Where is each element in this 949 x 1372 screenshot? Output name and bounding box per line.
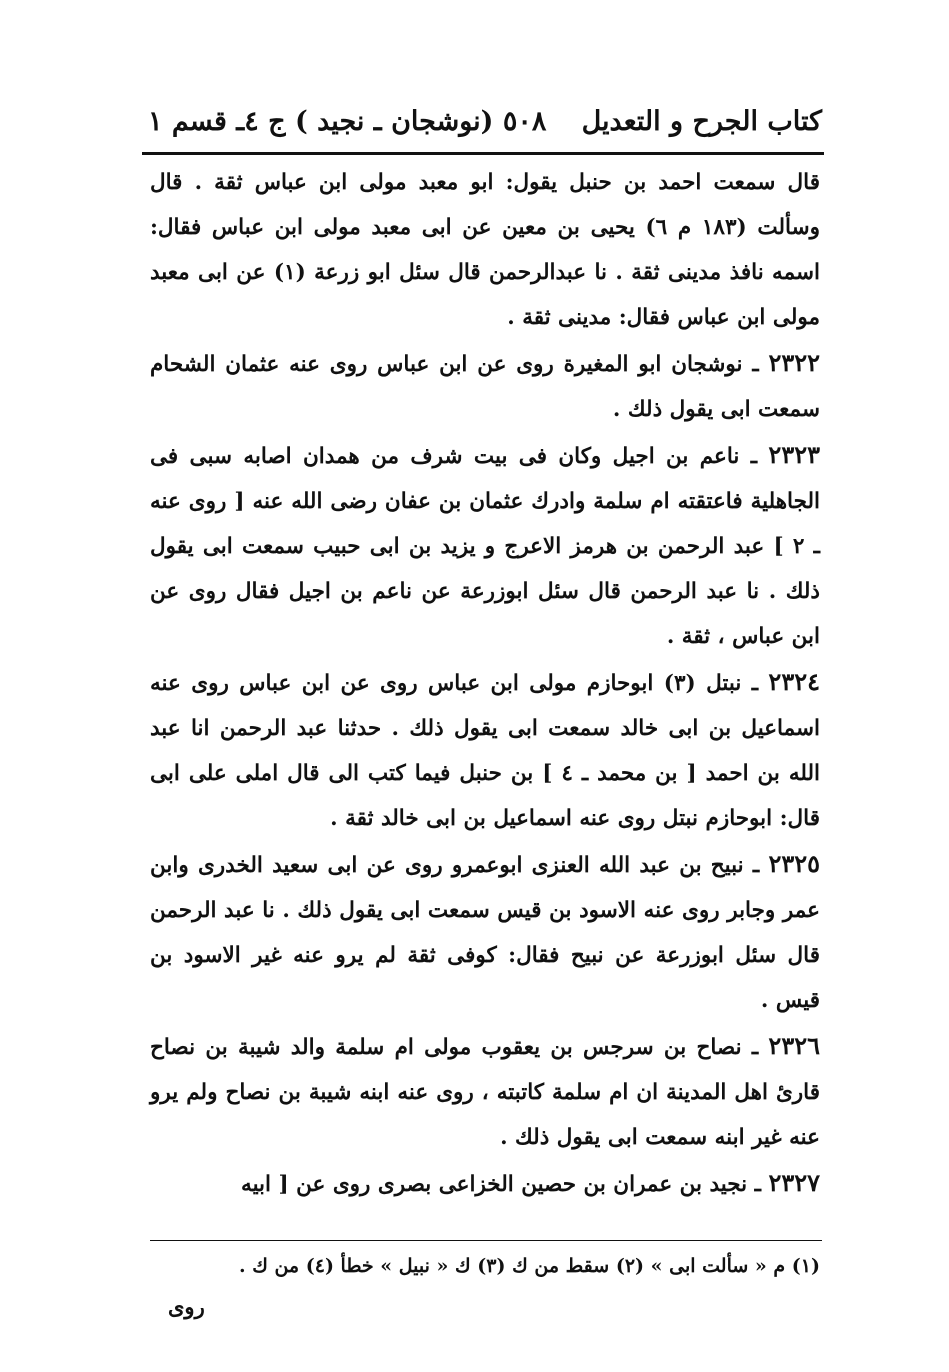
catchword: روى: [168, 1294, 205, 1319]
entry-2324: [150, 659, 820, 841]
entry-number: ٢٣٢٥: [768, 849, 820, 878]
entry-2327: [150, 1160, 820, 1207]
entry-2323: [150, 432, 820, 659]
entry-number: ٢٣٢٦: [768, 1031, 820, 1060]
footnotes: (١) م « سألت ابى » (٢) سقط من ك (٣) ك « نبيل » خطأ (٤) من ك .: [238, 1255, 820, 1277]
entry-number: ٢٣٢٤: [768, 667, 820, 696]
entry-text: ـ نبيح بن عبد الله العنزى ابوعمرو روى عن ابى سعيد الخدرى وابن عمر وجابر روى عنه الاسود بن قيس سمعت ابى يقول ذلك . نا عبد الرحمن قال سئل ابوزرعة عن نبيح فقال: كوفى ثقة لم يرو عنه غير الاسود بن قيس .: [150, 853, 820, 1013]
page-header: [148, 96, 822, 146]
footnote-divider: [150, 1240, 822, 1241]
entry-number: ٢٣٢٧: [768, 1168, 820, 1197]
page-info: ٥٠٨ (نوشجان ـ نجيد ) ج ٤ـ قسم ١: [148, 105, 547, 137]
entry-text: ـ نصاح بن سرجس بن يعقوب مولى ام سلمة والد شيبة بن نصاح قارئ اهل المدينة ان ام سلمة كاتبته ، روى عنه ابنه شيبة بن نصاح ولم يرو عنه غير ابنه سمعت ابى يقول ذلك .: [150, 1035, 820, 1150]
entry-2326: [150, 1023, 820, 1160]
intro-paragraph: قال سمعت احمد بن حنبل يقول: ابو معبد مولى ابن عباس ثقة . قال وسألت (١٨٣ م ٦) يحيى بن معين عن ابى معبد مولى ابن عباس فقال: اسمه نافذ مدينى ثقة . نا عبدالرحمن قال سئل ابو زرعة (١) عن ابى معبد مولى ابن عباس فقال: مدينى ثقة .: [150, 170, 820, 330]
entry-2322: [150, 340, 820, 432]
entry-text: ـ ناعم بن اجيل وكان فى بيت شرف من همدان اصابه سبى فى الجاهلية فاعتقته ام سلمة وادرك عثمان بن عفان رضى الله عنه [ روى عنه ـ ٢ ] عبد الرحمن بن هرمز الاعرج و يزيد بن ابى حبيب سمعت ابى يقول ذلك . نا عبد الرحمن قال سئل ابوزرعة عن ناعم بن اجيل فقال روى عن ابن عباس ، ثقة .: [150, 444, 820, 649]
header-divider: [142, 152, 824, 155]
entry-text: ـ نجيد بن عمران بن حصين الخزاعى بصرى روى عن [ ابيه: [241, 1172, 761, 1197]
book-title: كتاب الجرح و التعديل: [581, 105, 822, 137]
entry-number: ٢٣٢٢: [768, 348, 820, 377]
entry-text: ـ نبتل (٣) ابوحازم مولى ابن عباس روى عن ابن عباس روى عنه اسماعيل بن ابى خالد سمعت ابى يقول ذلك . حدثنا عبد الرحمن انا عبد الله بن احمد [ بن محمد ـ ٤ ] بن حنبل فيما كتب الى قال املى على ابى قال: ابوحازم نبتل روى عنه اسماعيل بن ابى خالد ثقة .: [150, 671, 821, 831]
main-text: [150, 160, 820, 1207]
entry-number: ٢٣٢٣: [768, 440, 820, 469]
entry-text: ـ نوشجان ابو المغيرة روى عن ابن عباس روى عنه عثمان الشحام سمعت ابى يقول ذلك .: [150, 352, 820, 422]
entry-2325: [150, 841, 820, 1023]
